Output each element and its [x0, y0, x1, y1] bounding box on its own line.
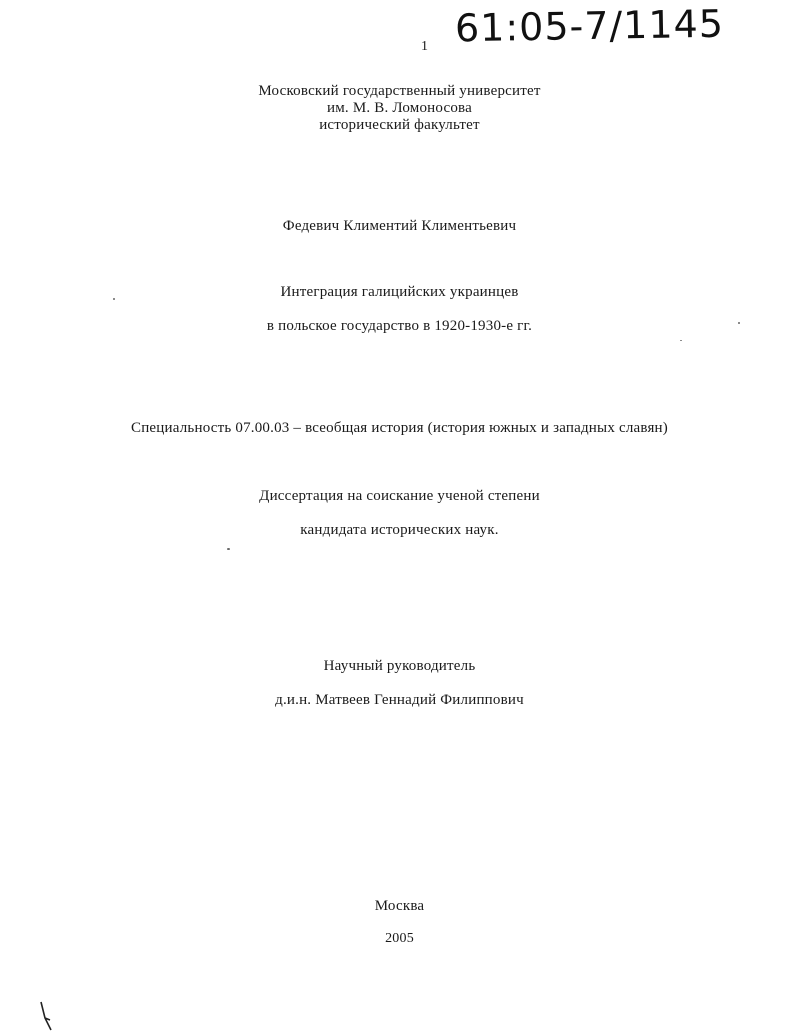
- institution-line-1: Московский государственный университет: [258, 83, 541, 99]
- degree-line-2: кандидата исторических наук.: [300, 522, 499, 538]
- scan-speck: [680, 340, 682, 341]
- author-name: Федевич Климентий Климентьевич: [282, 218, 517, 234]
- title-line-1: Интеграция галицийских украинцев: [280, 284, 519, 300]
- degree-line-1: Диссертация на соискание ученой степени: [259, 488, 540, 504]
- scan-speck: [227, 548, 230, 550]
- scan-speck: [738, 322, 740, 324]
- page-number: 1: [421, 39, 428, 54]
- edge-mark: [38, 1000, 58, 1034]
- institution-line-2: им. М. В. Ломоносова: [327, 100, 472, 116]
- year: 2005: [385, 931, 414, 946]
- supervisor-name: д.и.н. Матвеев Геннадий Филиппович: [275, 692, 524, 708]
- scan-speck: [113, 298, 115, 300]
- title-line-2: в польское государство в 1920-1930-е гг.: [266, 318, 533, 334]
- city: Москва: [374, 898, 425, 914]
- specialty: Специальность 07.00.03 – всеобщая история (история южных и западных славян): [131, 420, 668, 436]
- archive-code-handwritten: 61:05-7/1145: [454, 1, 725, 51]
- institution-line-3: исторический факультет: [319, 117, 480, 133]
- supervisor-label: Научный руководитель: [323, 658, 476, 674]
